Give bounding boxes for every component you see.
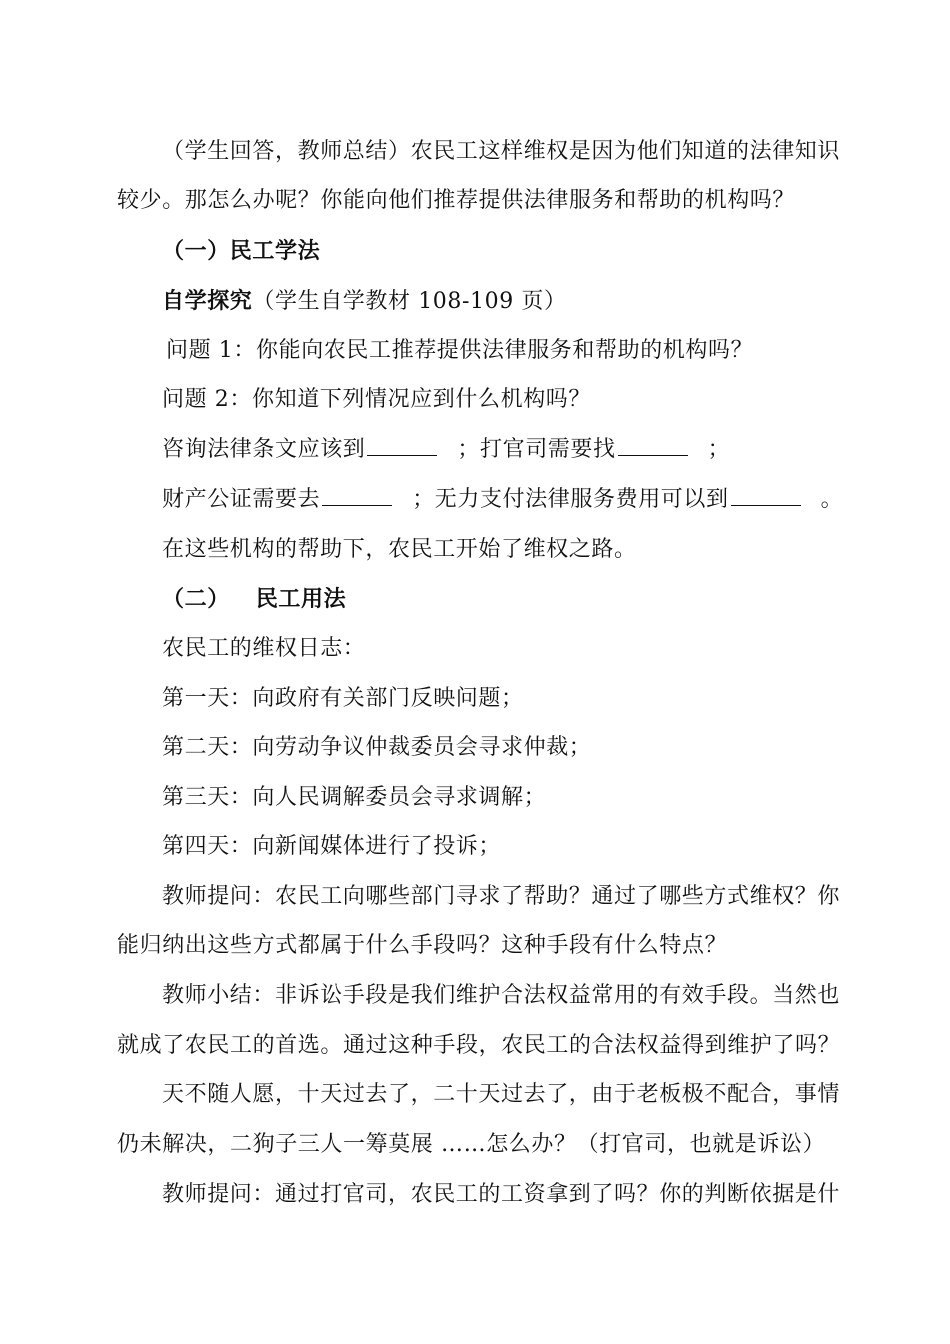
diary-title: 农民工的维权日志： xyxy=(162,636,366,661)
fill-blank-text: 。 xyxy=(820,487,844,512)
teacher-question-1-line-2: 能归纳出这些方式都属于什么手段吗？这种手段有什么特点？ xyxy=(117,933,728,958)
answer-blank[interactable] xyxy=(731,485,801,506)
paragraph-summary-line-2: 较少。那怎么办呢？你能向他们推荐提供法律服务和帮助的机构吗？ xyxy=(117,188,796,213)
story-line-1: 天不随人愿，十天过去了，二十天过去了，由于老板极不配合，事情 xyxy=(162,1082,841,1107)
fill-blank-text: ；无力支付法律服务费用可以到 xyxy=(412,487,729,512)
paragraph-help: 在这些机构的帮助下，农民工开始了维权之路。 xyxy=(162,537,637,562)
question-2: 问题 2：你知道下列情况应到什么机构吗？ xyxy=(162,387,591,412)
answer-blank[interactable] xyxy=(367,435,437,456)
teacher-question-2-line-1: 教师提问：通过打官司，农民工的工资拿到了吗？你的判断依据是什 xyxy=(162,1182,841,1207)
fill-blank-text: ； xyxy=(707,437,731,462)
fill-blank-text: 咨询法律条文应该到 xyxy=(162,437,366,462)
story-line-2: 仍未解决，二狗子三人一筹莫展 ……怎么办？（打官司，也就是诉讼） xyxy=(117,1132,826,1157)
question-1: 问题 1：你能向农民工推荐提供法律服务和帮助的机构吗？ xyxy=(166,338,754,363)
diary-day-3: 第三天：向人民调解委员会寻求调解； xyxy=(162,785,547,810)
diary-day-4: 第四天：向新闻媒体进行了投诉； xyxy=(162,834,502,859)
self-study-note: （学生自学教材 108-109 页） xyxy=(252,289,567,314)
diary-day-2: 第二天：向劳动争议仲裁委员会寻求仲裁； xyxy=(162,735,592,760)
paragraph-summary-line-1: （学生回答，教师总结）农民工这样维权是因为他们知道的法律知识 xyxy=(162,139,841,164)
fill-blank-line-1 xyxy=(162,435,730,465)
teacher-summary-line-1: 教师小结：非诉讼手段是我们维护合法权益常用的有效手段。当然也 xyxy=(162,983,841,1008)
fill-blank-text: ；打官司需要找 xyxy=(457,437,616,462)
teacher-summary-line-2: 就成了农民工的首选。通过这种手段，农民工的合法权益得到维护了吗？ xyxy=(117,1033,841,1058)
answer-blank[interactable] xyxy=(618,435,688,456)
teacher-question-1-line-1: 教师提问：农民工向哪些部门寻求了帮助？通过了哪些方式维权？你 xyxy=(162,884,841,909)
diary-day-1: 第一天：向政府有关部门反映问题； xyxy=(162,686,524,711)
section-heading-2 xyxy=(162,584,346,614)
self-study-line xyxy=(162,286,567,317)
section-heading-2-title: 民工用法 xyxy=(255,586,347,612)
section-heading-1: （一）民工学法 xyxy=(162,238,321,264)
section-heading-2-number: （二） xyxy=(162,586,230,612)
fill-blank-text: 财产公证需要去 xyxy=(162,487,321,512)
self-study-label: 自学探究 xyxy=(162,288,253,314)
fill-blank-line-2 xyxy=(162,485,843,515)
answer-blank[interactable] xyxy=(322,485,392,506)
